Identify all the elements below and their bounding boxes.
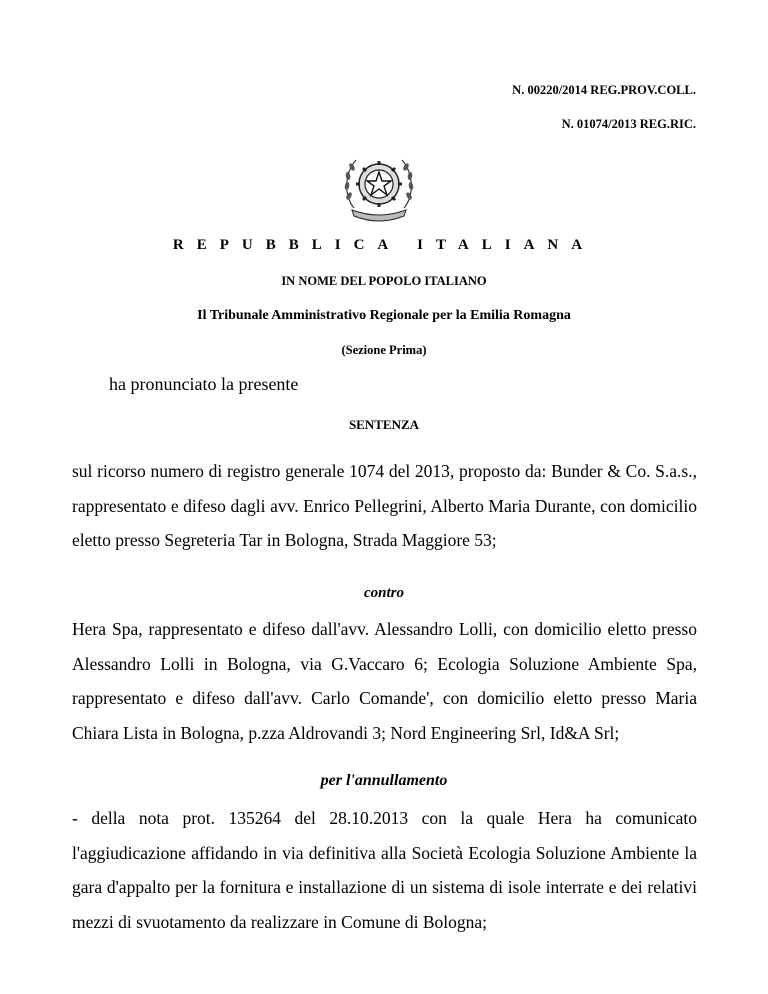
tribunale-heading: Il Tribunale Amministrativo Regionale per la Emilia Romagna — [197, 308, 571, 323]
republic-heading: REPUBBLICA ITALIANA — [172, 237, 596, 253]
sentenza-heading: SENTENZA — [348, 417, 420, 432]
italian-republic-emblem-icon — [340, 148, 418, 224]
popolo-heading: IN NOME DEL POPOLO ITALIANO — [281, 274, 487, 288]
annullamento-paragraph: - della nota prot. 135264 del 28.10.2013 con la quale Hera ha comunicato l'aggiudicazione affidando in via definitiva alla Società Ecologia Soluzione Ambiente la gara d'appalto per la fornitura e installazione di un sistema di isole interrate e dei relativi mezzi di svuotamento da realizzare in Comune di Bologna; — [72, 808, 697, 932]
sezione-heading: (Sezione Prima) — [341, 343, 427, 357]
contro-heading: contro — [363, 585, 404, 601]
contro-paragraph: Hera Spa, rappresentato e difeso dall'avv. Alessandro Lolli, con domicilio eletto presso Alessandro Lolli in Bologna, via G.Vaccaro 6; Ecologia Soluzione Ambiente Spa, rappresentato e difeso dall'avv. Carlo Comande', con domicilio eletto presso Maria Chiara Lista in Bologna, p.zza Aldrovandi 3; Nord Engineering Srl, Id&A Srl; — [72, 619, 697, 743]
reg-prov-number: N. 00220/2014 REG.PROV.COLL. — [512, 83, 696, 97]
annullamento-heading: per l'annullamento — [320, 772, 448, 789]
pronunciato-line: ha pronunciato la presente — [109, 374, 299, 394]
reg-ric-number: N. 01074/2013 REG.RIC. — [561, 117, 696, 131]
ricorso-paragraph: sul ricorso numero di registro generale 1074 del 2013, proposto da: Bunder & Co. S.a.s., rappresentato e difeso dagli avv. Enrico Pellegrini, Alberto Maria Durante, con domicilio eletto presso Segreteria Tar in Bologna, Strada Maggiore 53; — [72, 461, 697, 551]
